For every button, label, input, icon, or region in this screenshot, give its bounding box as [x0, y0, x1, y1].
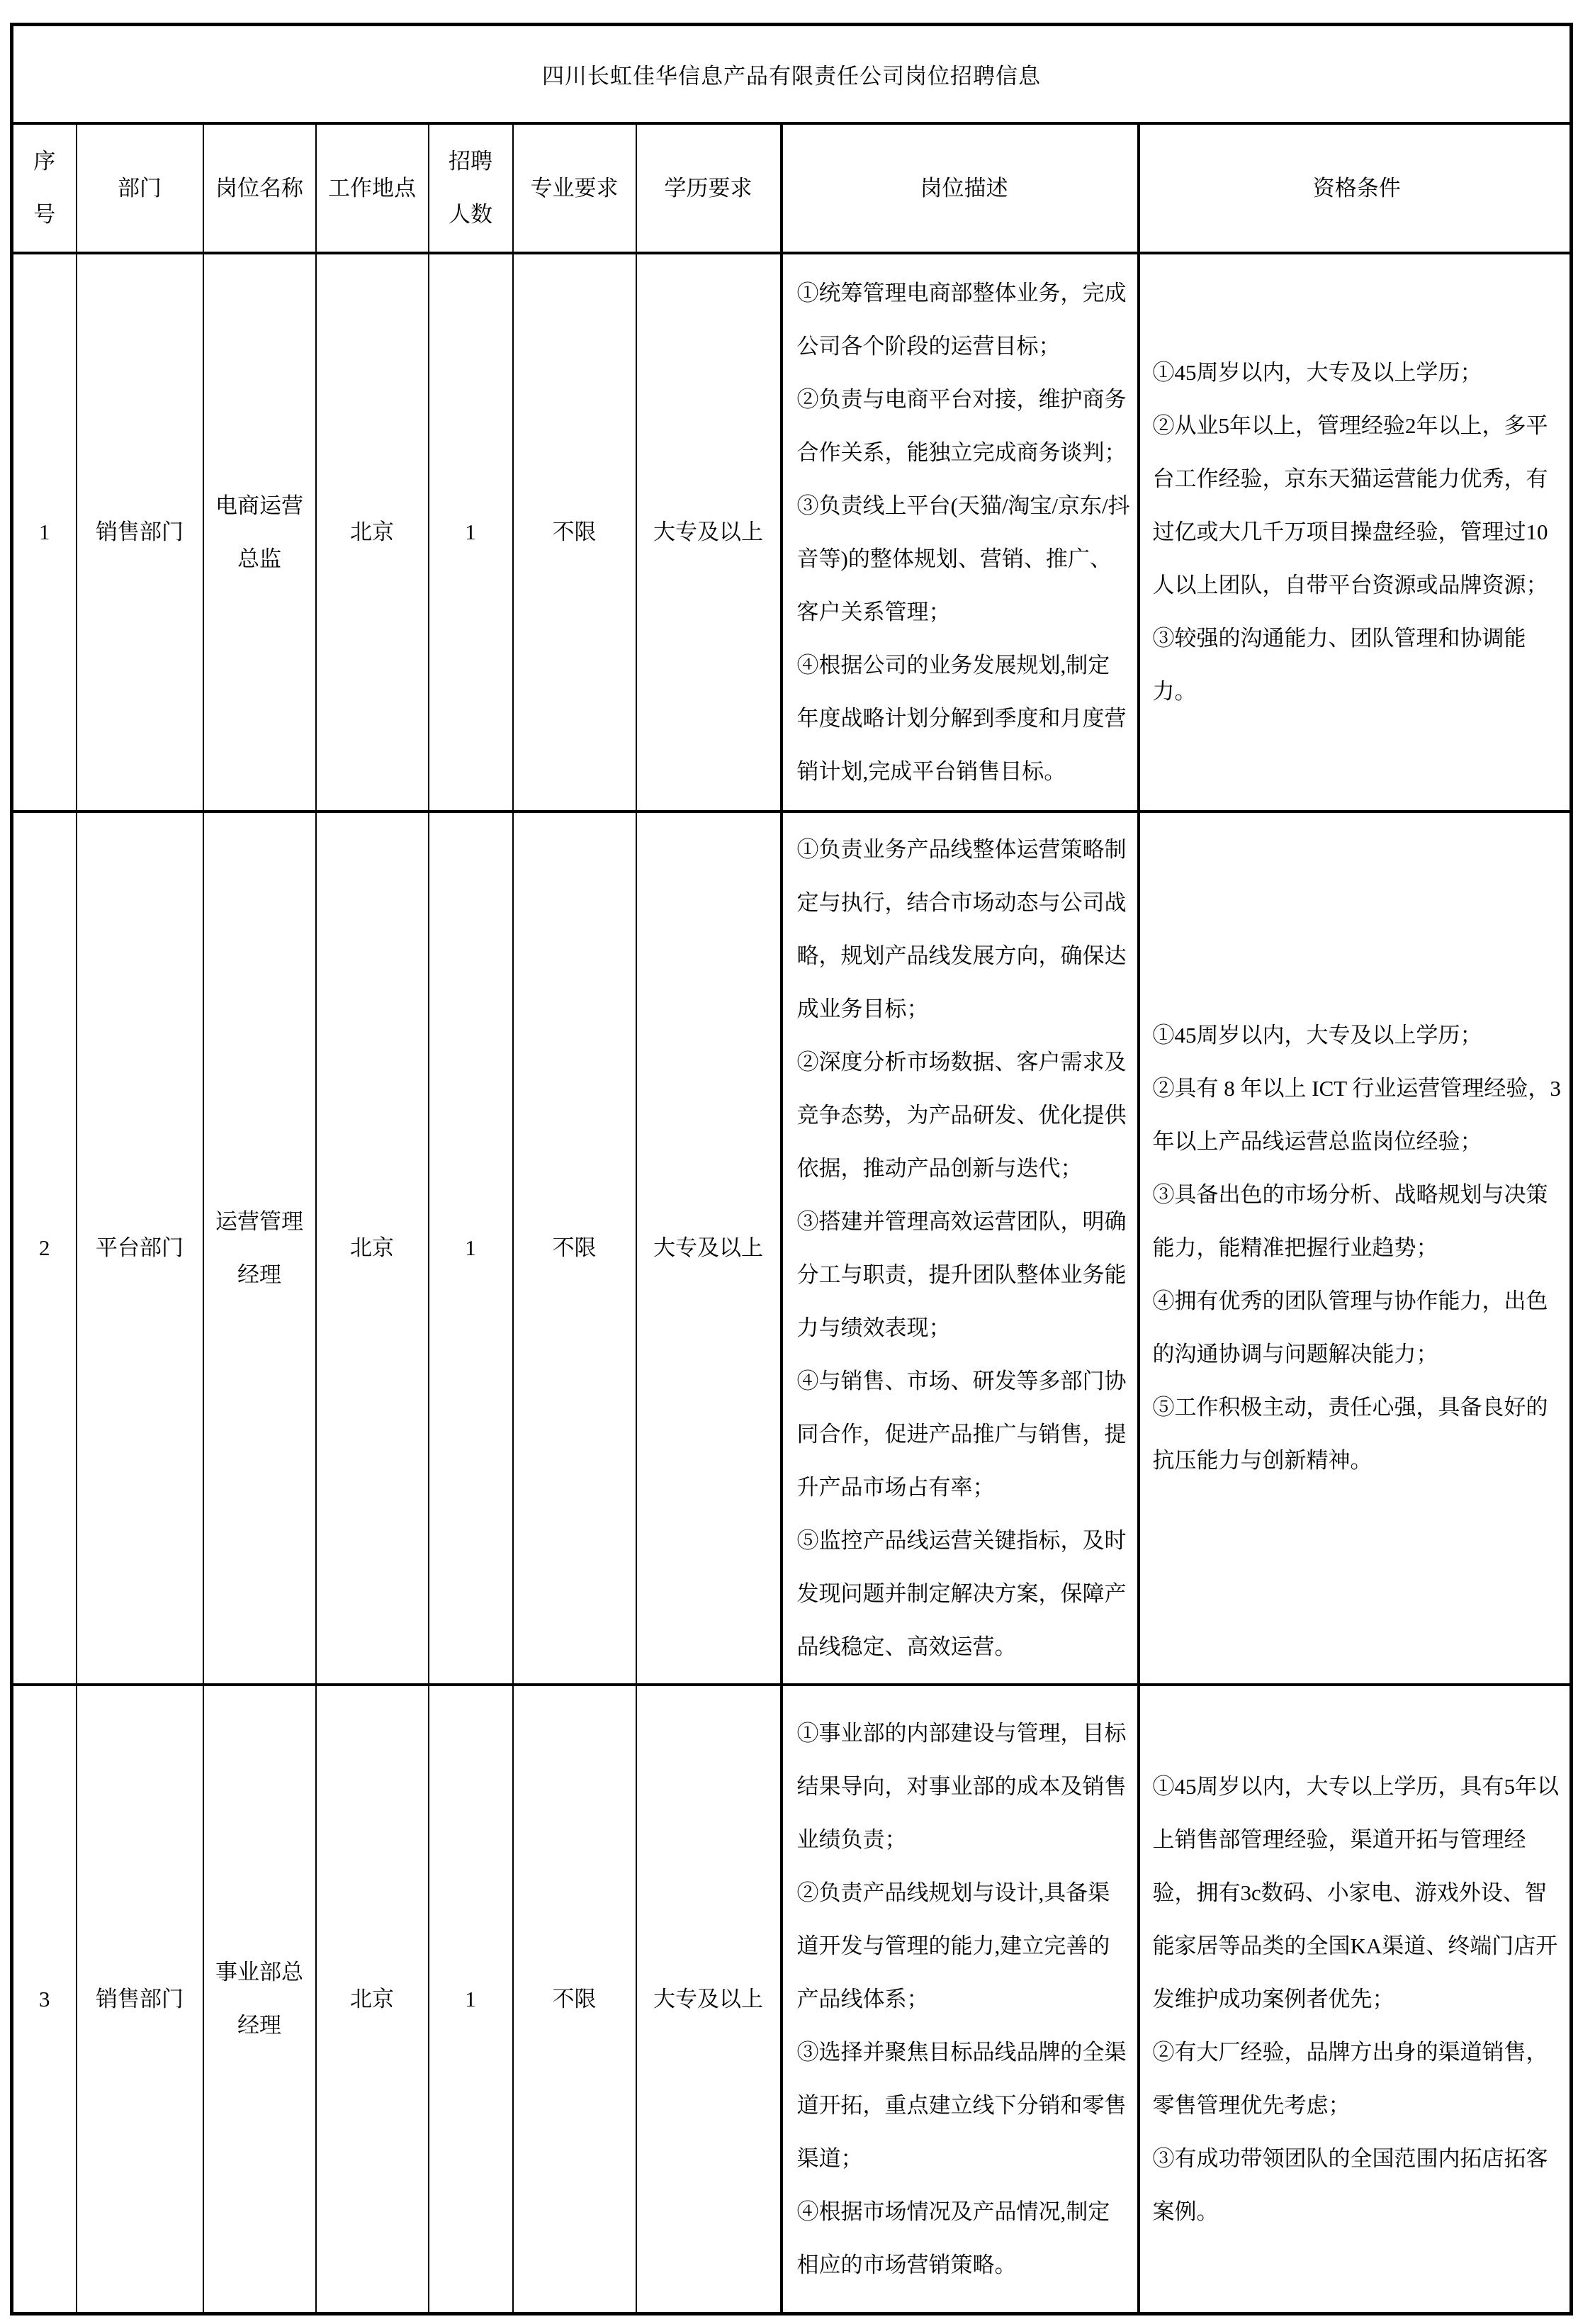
col-header-location: 工作地点	[316, 123, 429, 253]
cell-education: 大专及以上	[636, 1685, 782, 2314]
text-line: ⑤监控产品线运营关键指标，及时发现问题并制定解决方案，保障产品线稳定、高效运营。	[796, 1527, 1127, 1659]
text-line: ④根据公司的业务发展规划,制定年度战略计划分解到季度和月度营销计划,完成平台销售目标。	[796, 652, 1127, 784]
col-header-education: 学历要求	[636, 123, 782, 253]
cell-department: 销售部门	[77, 253, 203, 812]
cell-no: 1	[12, 253, 77, 812]
text-line: ②从业5年以上，管理经验2年以上，多平台工作经验，京东天猫运营能力优秀，有过亿或大几千万项目操盘经验，管理过10人以上团队，自带平台资源或品牌资源；	[1152, 413, 1548, 597]
text-line: ①负责业务产品线整体运营策略制定与执行，结合市场动态与公司战略，规划产品线发展方向，确保达成业务目标；	[796, 836, 1127, 1021]
col-header-no-label: 序号	[33, 149, 56, 227]
text-line: ②负责与电商平台对接，维护商务合作关系，能独立完成商务谈判；	[796, 386, 1127, 465]
table-row	[12, 812, 1572, 1685]
page-title: 四川长虹佳华信息产品有限责任公司岗位招聘信息	[12, 25, 1572, 123]
text-line: ③较强的沟通能力、团队管理和协调能力。	[1152, 626, 1526, 704]
text-line: ⑤工作积极主动，责任心强，具备良好的抗压能力与创新精神。	[1152, 1395, 1548, 1473]
text-line: ③具备出色的市场分析、战略规划与决策能力，能精准把握行业趋势；	[1152, 1182, 1548, 1260]
cell-location: 北京	[316, 812, 429, 1685]
table-row	[12, 1685, 1572, 2314]
col-header-major: 专业要求	[513, 123, 636, 253]
cell-education: 大专及以上	[636, 812, 782, 1685]
text-line: ②负责产品线规划与设计,具备渠道开发与管理的能力,建立完善的产品线体系；	[796, 1880, 1110, 2011]
cell-qualifications	[1139, 812, 1572, 1685]
cell-qualifications	[1139, 1685, 1572, 2314]
text-line: ③有成功带领团队的全国范围内拓店拓客案例。	[1152, 2145, 1548, 2224]
text-line: ②具有 8 年以上 ICT 行业运营管理经验，3 年以上产品线运营总监岗位经验；	[1152, 1076, 1561, 1154]
header-row	[12, 123, 1572, 253]
text-line: ④拥有优秀的团队管理与协作能力，出色的沟通协调与问题解决能力；	[1152, 1289, 1548, 1366]
text-line: ①统筹管理电商部整体业务，完成公司各个阶段的运营目标；	[796, 280, 1127, 359]
col-header-position: 岗位名称	[203, 123, 316, 253]
col-header-headcount	[429, 123, 513, 253]
text-line: ④根据市场情况及产品情况,制定相应的市场营销策略。	[796, 2199, 1110, 2277]
cell-position: 电商运营总监	[203, 253, 316, 812]
col-header-qualifications: 资格条件	[1139, 123, 1572, 253]
recruitment-table-sheet	[10, 23, 1570, 2315]
table-row	[12, 253, 1572, 812]
text-line: ③选择并聚焦目标品线品牌的全渠道开拓，重点建立线下分销和零售渠道；	[796, 2039, 1127, 2171]
cell-major: 不限	[513, 253, 636, 812]
cell-qualifications	[1139, 253, 1572, 812]
text-line: ①45周岁以内，大专以上学历，具有5年以上销售部管理经验，渠道开拓与管理经验，拥有3c数码、小家电、游戏外设、智能家居等品类的全国KA渠道、终端门店开发维护成功案例者优先；	[1152, 1773, 1559, 2011]
cell-no: 3	[12, 1685, 77, 2314]
text-line: ②有大厂经验，品牌方出身的渠道销售，零售管理优先考虑；	[1152, 2039, 1548, 2118]
cell-description	[782, 253, 1139, 812]
cell-major: 不限	[513, 812, 636, 1685]
col-header-description: 岗位描述	[782, 123, 1139, 253]
cell-location: 北京	[316, 1685, 429, 2314]
cell-department: 平台部门	[77, 812, 203, 1685]
text-line: ③负责线上平台(天猫/淘宝/京东/抖音等)的整体规划、营销、推广、客户关系管理；	[796, 493, 1130, 624]
cell-description	[782, 812, 1139, 1685]
text-line: ①45周岁以内，大专及以上学历；	[1152, 360, 1482, 385]
col-header-department: 部门	[77, 123, 203, 253]
cell-position: 事业部总经理	[203, 1685, 316, 2314]
col-header-no	[12, 123, 77, 253]
cell-headcount: 1	[429, 1685, 513, 2314]
text-line: ③搭建并管理高效运营团队，明确分工与职责，提升团队整体业务能力与绩效表现；	[796, 1208, 1127, 1340]
cell-headcount: 1	[429, 253, 513, 812]
col-header-headcount-label: 招聘人数	[448, 149, 492, 227]
cell-position: 运营管理经理	[203, 812, 316, 1685]
text-line: ④与销售、市场、研发等多部门协同合作，促进产品推广与销售，提升产品市场占有率；	[796, 1368, 1127, 1500]
cell-headcount: 1	[429, 812, 513, 1685]
cell-education: 大专及以上	[636, 253, 782, 812]
recruitment-table	[10, 23, 1573, 2315]
text-line: ①事业部的内部建设与管理，目标结果导向，对事业部的成本及销售业绩负责；	[796, 1720, 1127, 1852]
cell-major: 不限	[513, 1685, 636, 2314]
cell-department: 销售部门	[77, 1685, 203, 2314]
cell-description	[782, 1685, 1139, 2314]
text-line: ②深度分析市场数据、客户需求及竞争态势，为产品研发、优化提供依据，推动产品创新与迭代；	[796, 1049, 1127, 1181]
cell-location: 北京	[316, 253, 429, 812]
text-line: ①45周岁以内，大专及以上学历；	[1152, 1023, 1482, 1048]
title-row	[12, 25, 1572, 123]
cell-no: 2	[12, 812, 77, 1685]
